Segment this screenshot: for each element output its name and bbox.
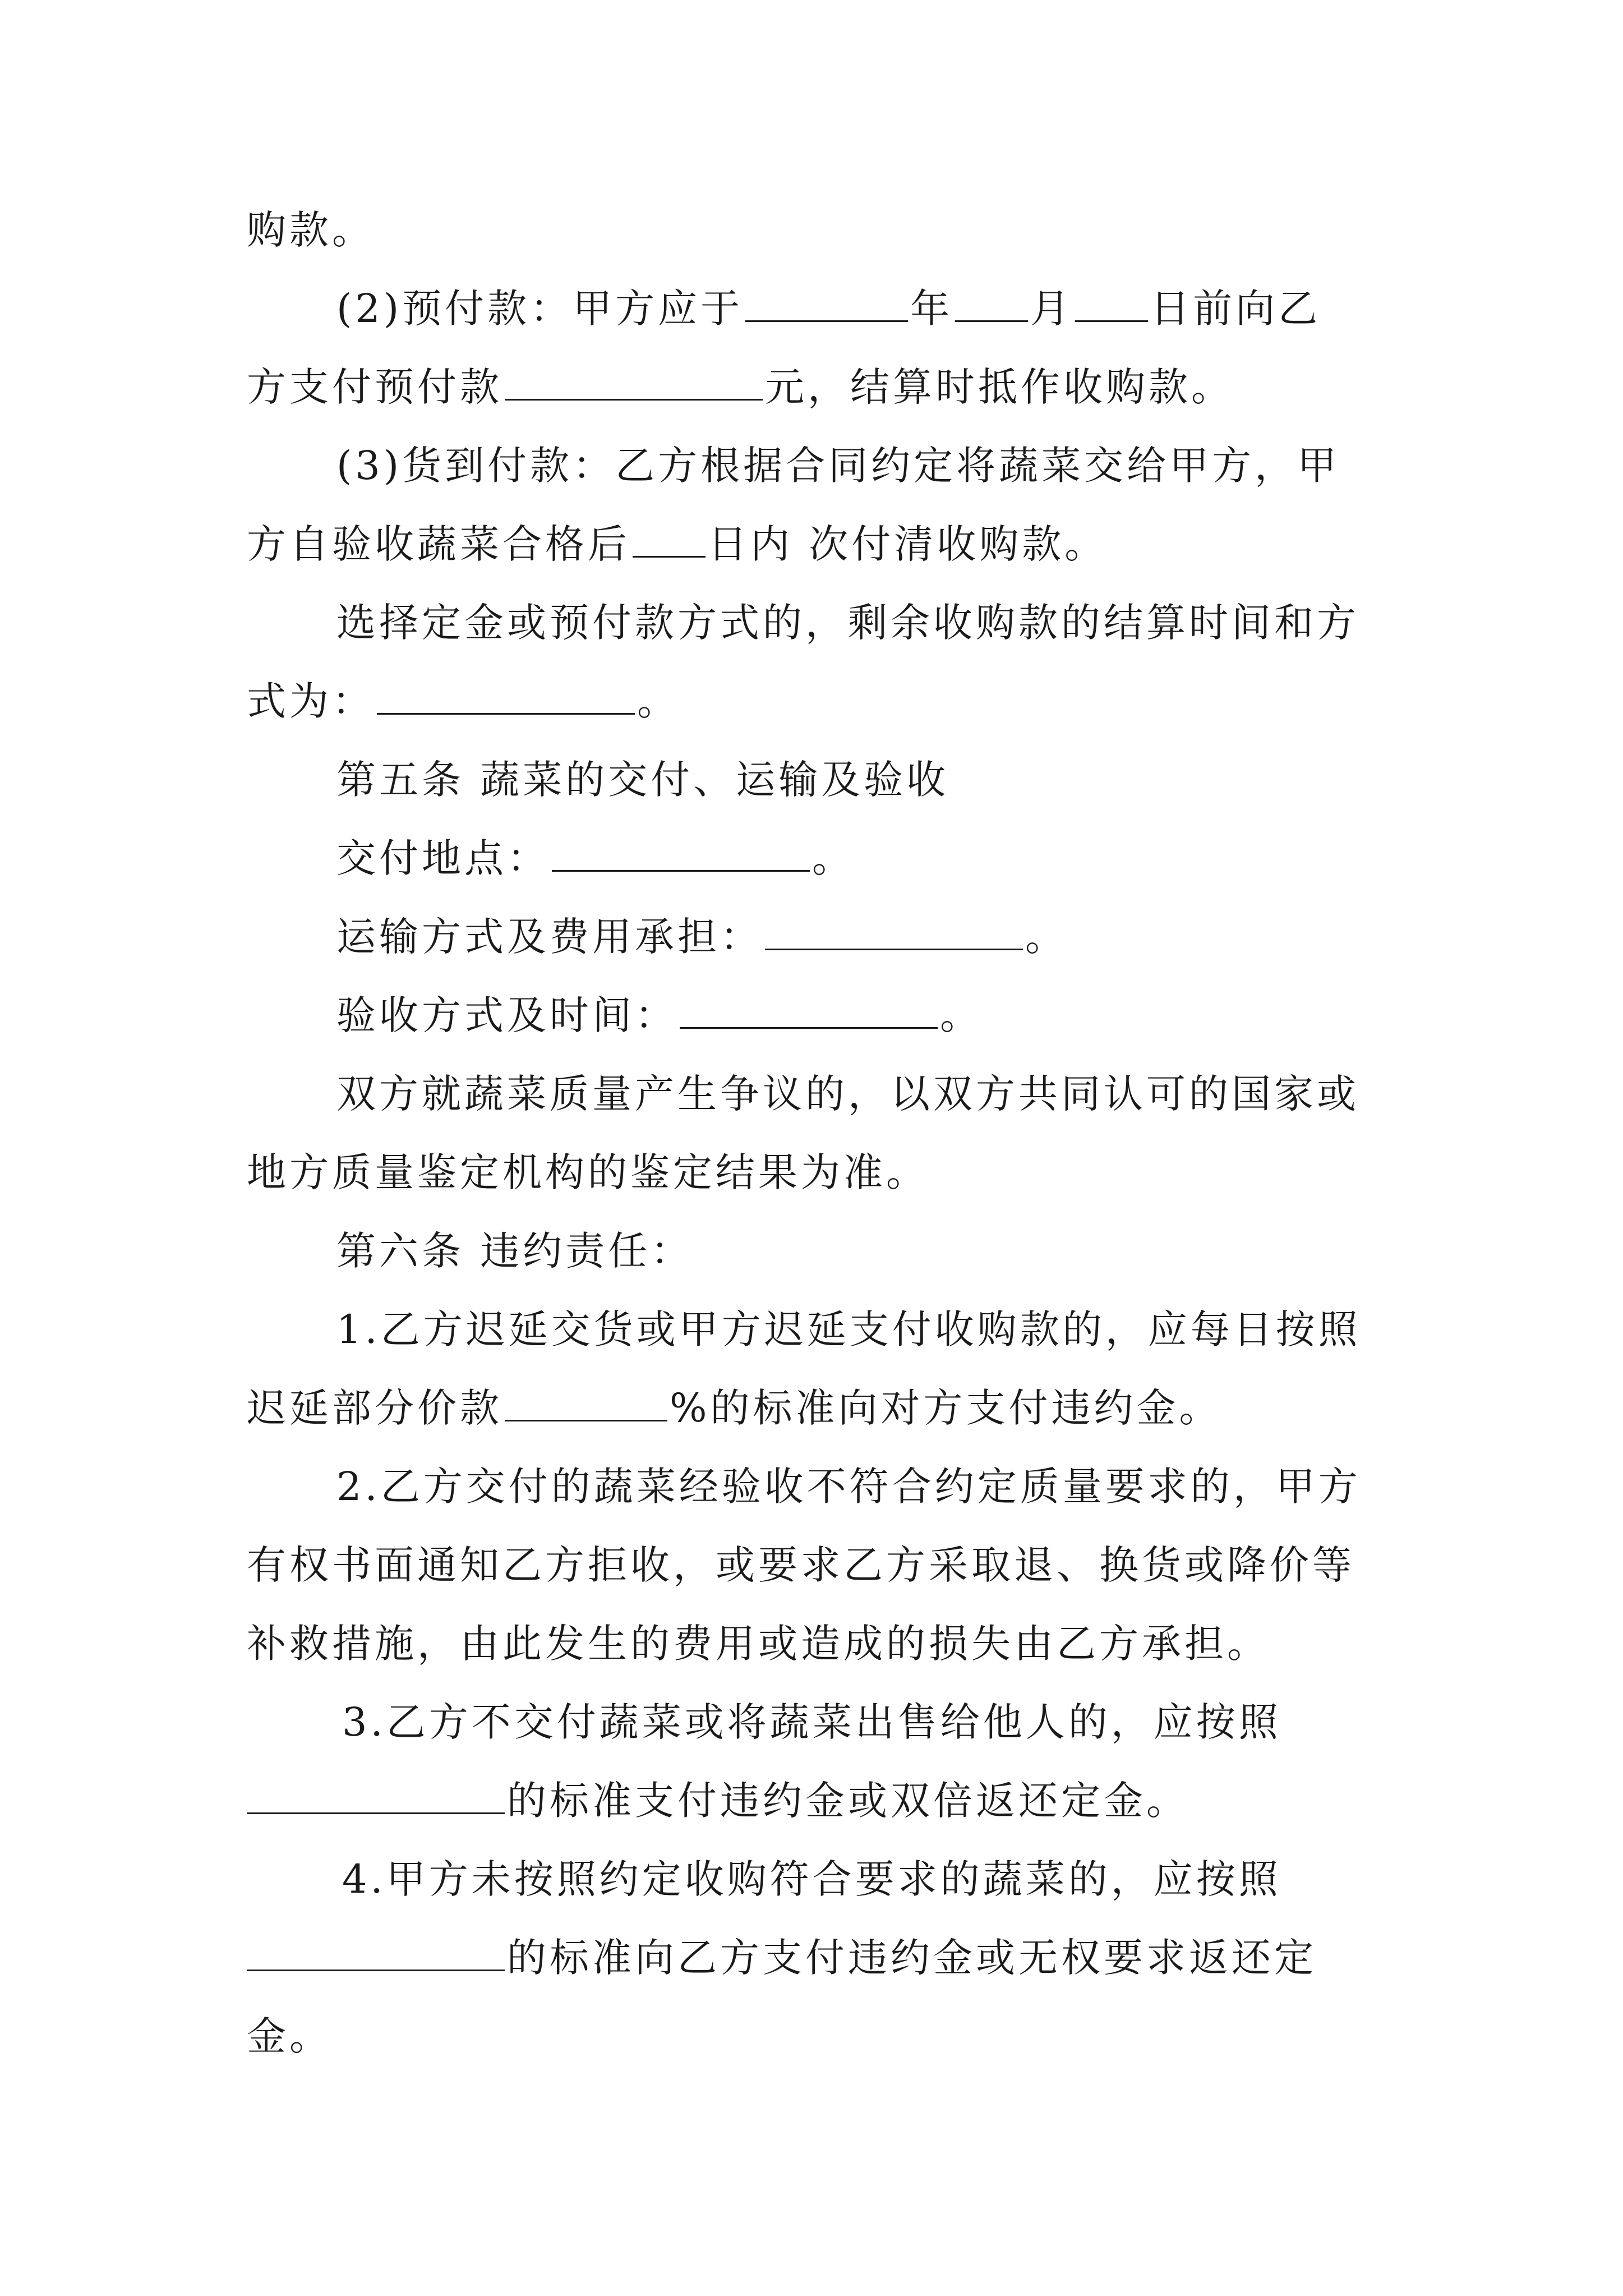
text-segment: 。 (1025, 914, 1068, 960)
text-segment: 第五条 蔬菜的交付、运输及验收 (336, 757, 949, 803)
fill-blank (247, 1778, 505, 1814)
text-segment: %的标准向对方支付违约金。 (670, 1385, 1222, 1431)
fill-blank (745, 286, 908, 322)
text-segment: 迟延部分价款 (247, 1385, 502, 1431)
text-segment: 。 (940, 992, 983, 1038)
text-line (336, 1458, 1481, 1515)
text-line (336, 909, 1481, 965)
text-segment: 的标准向乙方支付违约金或无权要求返还定 (507, 1935, 1317, 1981)
fill-blank (505, 364, 763, 401)
text-line (247, 1773, 1391, 1829)
text-line (247, 1144, 1391, 1200)
text-line (247, 359, 1391, 415)
text-segment: 式为： (247, 678, 375, 724)
text-segment: (2)预付款：甲方应于 (336, 286, 744, 332)
text-line (336, 1301, 1481, 1358)
text-segment: 日内 次付清收购款。 (708, 521, 1108, 567)
text-line (247, 1380, 1391, 1436)
text-line (336, 438, 1481, 494)
text-segment: 的标准支付违约金或双倍返还定金。 (507, 1778, 1189, 1824)
text-segment: 补救措施，由此发生的费用或造成的损失由乙方承担。 (247, 1621, 1270, 1667)
text-segment: 地方质量鉴定机构的鉴定结果为准。 (247, 1149, 929, 1195)
text-segment: 验收方式及时间： (336, 992, 677, 1038)
fill-blank (377, 678, 635, 715)
text-line (342, 1694, 1486, 1750)
fill-blank (765, 914, 1023, 950)
text-line (247, 1616, 1391, 1672)
text-segment: 1.乙方迟延交货或甲方迟延支付收购款的，应每日按照 (336, 1306, 1361, 1352)
text-segment: 2.乙方交付的蔬菜经验收不符合约定质量要求的，甲方 (336, 1464, 1361, 1510)
text-segment: (3)货到付款：乙方根据合同约定将蔬菜交给甲方，甲 (336, 443, 1340, 489)
section-heading (336, 752, 1481, 808)
text-line (342, 1851, 1486, 1907)
text-segment: 双方就蔬菜质量产生争议的，以双方共同认可的国家或 (336, 1071, 1359, 1117)
fill-blank (552, 835, 810, 872)
text-segment: 。 (637, 678, 680, 724)
text-segment: 日前向乙 (1150, 286, 1321, 332)
text-segment: 第六条 违约责任： (336, 1228, 694, 1274)
text-line (336, 595, 1481, 651)
text-line (336, 280, 1481, 337)
text-segment: 有权书面通知乙方拒收，或要求乙方采取退、换货或降价等 (247, 1542, 1355, 1588)
text-segment: 金。 (247, 2013, 332, 2059)
text-segment: 。 (812, 835, 855, 881)
text-segment: 年 (910, 286, 953, 332)
text-segment: 月 (1030, 286, 1073, 332)
text-segment: 购款。 (247, 207, 375, 253)
fill-blank (505, 1385, 667, 1421)
fill-blank (680, 992, 938, 1029)
text-line (247, 516, 1391, 572)
text-line (336, 830, 1481, 886)
section-heading (336, 1223, 1481, 1279)
fill-blank (1075, 286, 1148, 322)
text-line (247, 1930, 1391, 1986)
text-segment: 选择定金或预付款方式的，剩余收购款的结算时间和方 (336, 600, 1359, 646)
text-line (247, 2008, 1391, 2064)
fill-blank (955, 286, 1028, 322)
text-segment: 交付地点： (336, 835, 550, 881)
text-line (247, 202, 1391, 258)
fill-blank (247, 1935, 505, 1971)
fill-blank (633, 521, 706, 558)
text-line (336, 1066, 1481, 1122)
text-segment: 运输方式及费用承担： (336, 914, 763, 960)
text-line (336, 987, 1481, 1043)
text-segment: 3.乙方不交付蔬菜或将蔬菜出售给他人的，应按照 (342, 1699, 1281, 1745)
text-segment: 元，结算时抵作收购款。 (765, 364, 1234, 410)
text-segment: 4.甲方未按照约定收购符合要求的蔬菜的，应按照 (342, 1856, 1281, 1902)
text-line (247, 1537, 1391, 1593)
text-segment: 方支付预付款 (247, 364, 502, 410)
text-line (247, 673, 1391, 729)
text-segment: 方自验收蔬菜合格后 (247, 521, 630, 567)
